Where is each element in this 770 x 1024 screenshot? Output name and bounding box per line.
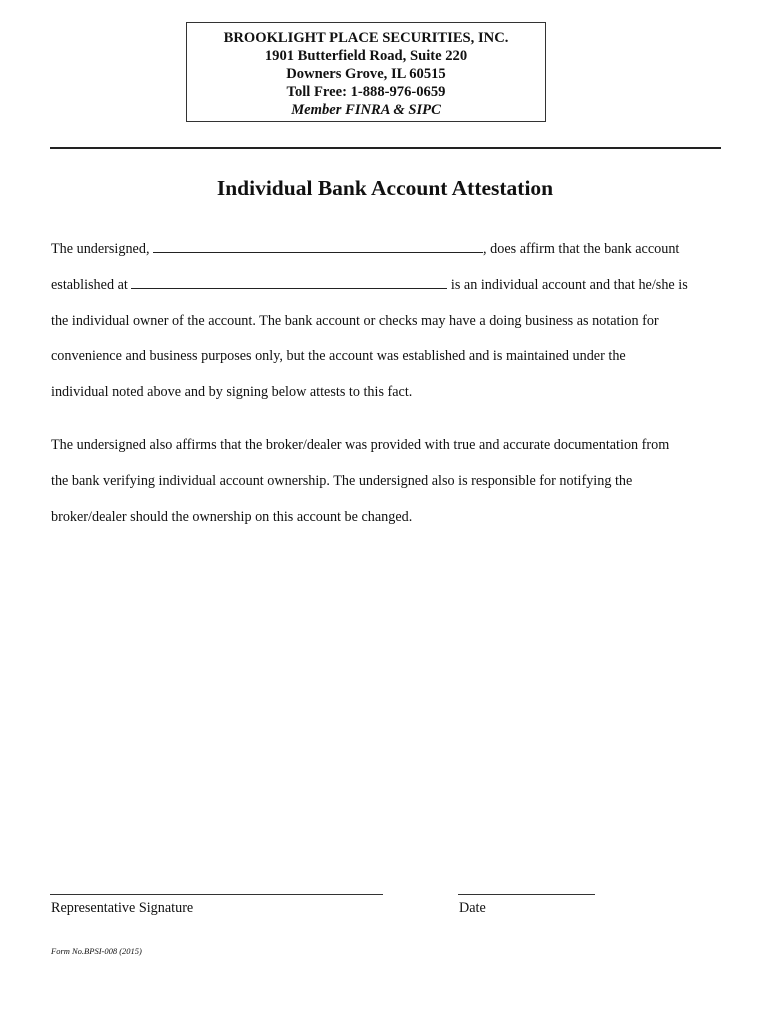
paragraph-1-line-4: convenience and business purposes only, but the account was established and is maintained under the [51, 348, 626, 364]
undersigned-label: The undersigned, [51, 241, 150, 257]
paragraph-1-line-1 [51, 240, 679, 258]
paragraph-2-line-1: The undersigned also affirms that the broker/dealer was provided with true and accurate documentation from [51, 437, 670, 453]
bank-name-field[interactable] [131, 276, 447, 289]
document-title: Individual Bank Account Attestation [216, 176, 554, 200]
address-line-2: Downers Grove, IL 60515 [286, 66, 446, 82]
paragraph-1-line-2 [51, 276, 688, 294]
representative-signature-label: Representative Signature [51, 900, 194, 916]
paragraph-2-line-2: the bank verifying individual account ownership. The undersigned also is responsible for notifying the [51, 473, 633, 489]
date-line[interactable] [458, 894, 595, 895]
affirm-text: , does affirm that the bank account [483, 241, 680, 257]
date-label: Date [459, 900, 486, 916]
undersigned-name-field[interactable] [153, 240, 483, 253]
individual-account-text: is an individual account and that he/she is [450, 277, 688, 293]
phone-number: Toll Free: 1-888-976-0659 [286, 84, 446, 100]
company-name: BROOKLIGHT PLACE SECURITIES, INC. [223, 30, 509, 46]
form-number: Form No.BPSI-008 (2015) [51, 946, 142, 956]
paragraph-1-line-5: individual noted above and by signing below attests to this fact. [51, 384, 413, 400]
letterhead-box [186, 22, 546, 122]
established-label: established at [51, 277, 128, 293]
paragraph-1-line-3: the individual owner of the account. The bank account or checks may have a doing business as notation for [51, 313, 659, 329]
membership-line: Member FINRA & SIPC [291, 102, 441, 118]
representative-signature-line[interactable] [50, 894, 383, 895]
header-divider [50, 147, 721, 149]
address-line-1: 1901 Butterfield Road, Suite 220 [264, 48, 468, 64]
paragraph-2-line-3: broker/dealer should the ownership on this account be changed. [51, 509, 413, 525]
